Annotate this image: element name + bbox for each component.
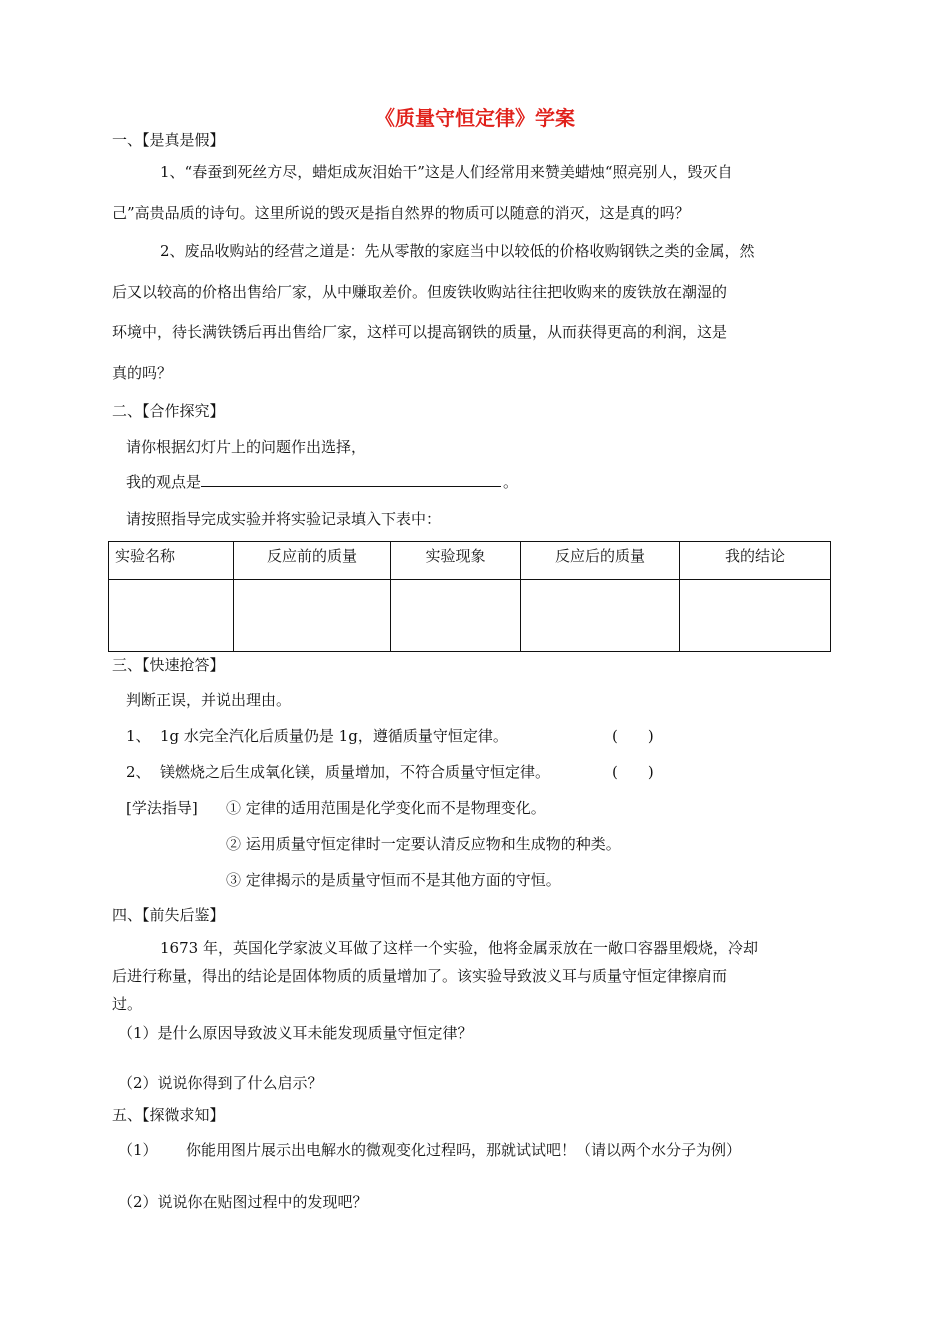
table-cell[interactable]	[521, 580, 680, 652]
study-guide-3: ③ 定律揭示的是质量守恒而不是其他方面的守恒。	[226, 871, 561, 889]
s5-question-2: （2）说说你在贴图过程中的发现吧？	[118, 1193, 368, 1211]
section-3-heading: 三、【快速抢答】	[112, 656, 225, 674]
table-cell[interactable]	[109, 580, 234, 652]
table-cell[interactable]	[391, 580, 521, 652]
s4-question-1: （1）是什么原因导致波义耳未能发现质量守恒定律？	[118, 1024, 473, 1042]
experiment-table	[108, 541, 831, 652]
s3-item-2-number: 2、	[126, 763, 151, 781]
s4-question-2: （2）说说你得到了什么启示？	[118, 1074, 323, 1092]
table-header-cell: 实验名称	[109, 542, 234, 580]
s1-q2-line-1: 2、废品收购站的经营之道是：先从零散的家庭当中以较低的价格收购钢铁之类的金属，然	[160, 242, 755, 260]
viewpoint-label: 我的观点是	[126, 473, 202, 491]
s1-q1-line-2: 己”高贵品质的诗句。这里所说的毁灭是指自然界的物质可以随意的消灭，这是真的吗？	[112, 204, 690, 222]
s3-intro: 判断正误，并说出理由。	[126, 691, 292, 709]
s5-question-1-text: 你能用图片展示出电解水的微观变化过程吗，那就试试吧！（请以两个水分子为例）	[186, 1141, 742, 1159]
s1-q2-line-3: 环境中，待长满铁锈后再出售给厂家，这样可以提高钢铁的质量，从而获得更高的利润，这是	[112, 323, 728, 341]
s3-item-2-text: 镁燃烧之后生成氧化镁，质量增加，不符合质量守恒定律。	[160, 763, 551, 781]
viewpoint-end: 。	[503, 473, 519, 491]
table-cell[interactable]	[680, 580, 831, 652]
s1-q2-line-4: 真的吗？	[112, 364, 173, 382]
s2-choose-prompt: 请你根据幻灯片上的问题作出选择，	[126, 438, 367, 456]
s4-paragraph-line-2: 后进行称量，得出的结论是固体物质的质量增加了。该实验导致波义耳与质量守恒定律擦肩而	[112, 967, 728, 985]
s3-item-2-answer-paren[interactable]: ( )	[612, 763, 654, 781]
study-guide-1: ① 定律的适用范围是化学变化而不是物理变化。	[226, 799, 546, 817]
table-header-cell: 我的结论	[680, 542, 831, 580]
table-header-cell: 反应前的质量	[234, 542, 391, 580]
s1-q1-line-1: 1、“春蚕到死丝方尽，蜡炬成灰泪始干”这是人们经常用来赞美蜡烛“照亮别人，毁灭自	[160, 163, 733, 181]
section-4-heading: 四、【前失后鉴】	[112, 906, 225, 924]
s2-table-intro: 请按照指导完成实验并将实验记录填入下表中：	[126, 510, 442, 528]
s5-question-1-number: （1）	[118, 1141, 158, 1159]
table-cell[interactable]	[234, 580, 391, 652]
viewpoint-blank[interactable]	[201, 472, 501, 487]
s4-paragraph-line-3: 过。	[112, 995, 143, 1013]
s3-item-1-number: 1、	[126, 727, 151, 745]
table-header-cell: 实验现象	[391, 542, 521, 580]
s1-q2-line-2: 后又以较高的价格出售给厂家，从中赚取差价。但废铁收购站往往把收购来的废铁放在潮湿的	[112, 283, 728, 301]
table-header-cell: 反应后的质量	[521, 542, 680, 580]
page-title: 《质量守恒定律》学案	[375, 106, 575, 130]
s3-item-1-answer-paren[interactable]: ( )	[612, 727, 654, 745]
table-row	[109, 580, 831, 652]
s4-paragraph-line-1: 1673 年，英国化学家波义耳做了这样一个实验，他将金属汞放在一敞口容器里煅烧，冷却	[160, 939, 758, 957]
s3-item-1-text: 1g 水完全汽化后质量仍是 1g，遵循质量守恒定律。	[160, 727, 508, 745]
study-guide-label: [学法指导]	[126, 799, 198, 817]
section-5-heading: 五、【探微求知】	[112, 1106, 225, 1124]
section-2-heading: 二、【合作探究】	[112, 402, 225, 420]
study-guide-2: ② 运用质量守恒定律时一定要认清反应物和生成物的种类。	[226, 835, 621, 853]
table-header-row	[109, 542, 831, 580]
s2-viewpoint-line	[126, 472, 518, 492]
section-1-heading: 一、【是真是假】	[112, 131, 225, 149]
